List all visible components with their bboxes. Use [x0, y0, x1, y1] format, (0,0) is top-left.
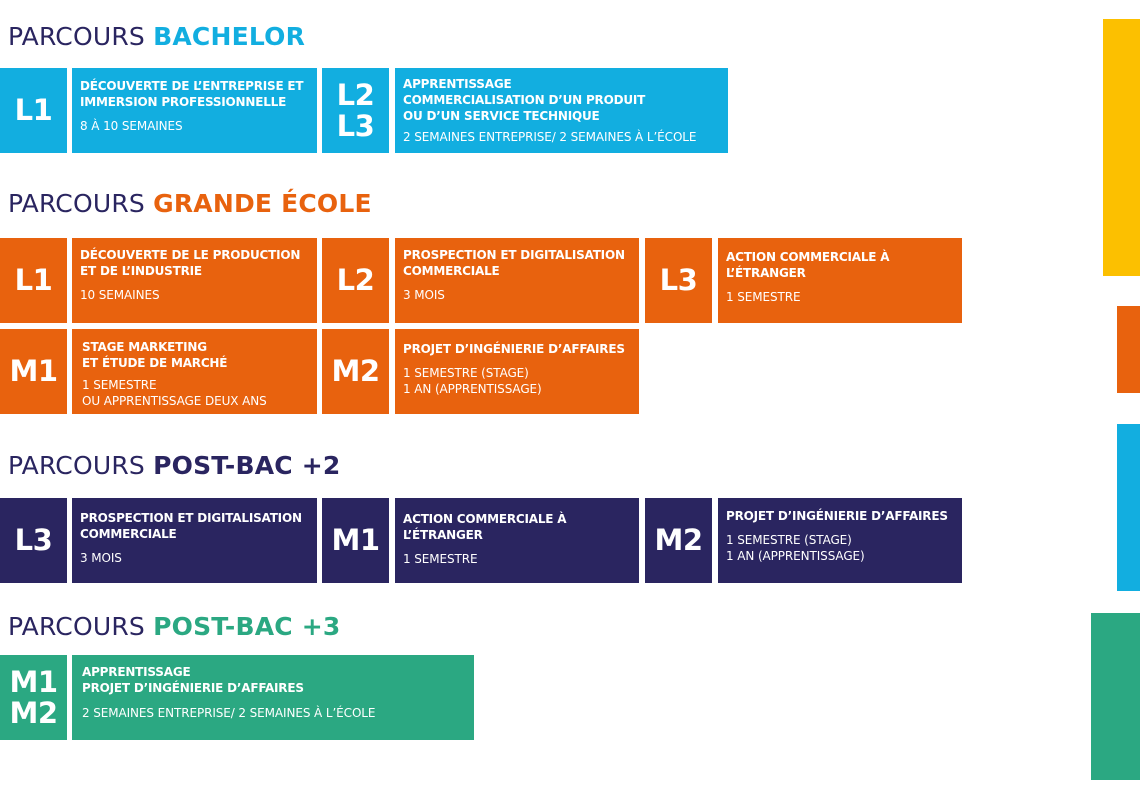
section-title-grande-ecole [8, 189, 372, 219]
section-title-accent: POST-BAC +3 [153, 612, 341, 641]
stage-duration: 8 À 10 SEMAINES [80, 119, 183, 133]
stage-heading: APPRENTISSAGE PROJET D’INGÉNIERIE D’AFFAIRES [82, 665, 304, 695]
level-label: L1 [14, 263, 53, 297]
stage-heading: PROJET D’INGÉNIERIE D’AFFAIRES [403, 342, 625, 356]
stage-heading: STAGE MARKETING ET ÉTUDE DE MARCHÉ [82, 340, 228, 370]
section-title-post-bac-2 [8, 451, 340, 481]
stage-heading: PROSPECTION ET DIGITALISATION COMMERCIALE [80, 511, 302, 541]
stage-card-grande-ecole-4 [72, 329, 317, 414]
stage-heading: DÉCOUVERTE DE L’ENTREPRISE ET IMMERSION PROFESSIONNELLE [80, 79, 304, 109]
level-badge-grande-ecole-l3 [645, 238, 712, 323]
level-badge-grande-ecole-m1 [0, 329, 67, 414]
section-title-bachelor [8, 22, 305, 52]
level-label: L3 [14, 523, 53, 557]
level-badge-post-bac-2-l3 [0, 498, 67, 583]
stage-card-post-bac-2-3 [718, 498, 962, 583]
level-badge-grande-ecole-l1 [0, 238, 67, 323]
stage-card-post-bac-3-1 [72, 655, 474, 740]
stage-duration: 1 SEMESTRE (STAGE) 1 AN (APPRENTISSAGE) [726, 533, 865, 563]
level-badge-bachelor-l1 [0, 68, 67, 153]
level-badge-grande-ecole-l2 [322, 238, 389, 323]
stage-heading: DÉCOUVERTE DE LE PRODUCTION ET DE L’INDUSTRIE [80, 248, 301, 278]
level-label: M2 [331, 354, 380, 388]
section-title-prefix: PARCOURS [8, 612, 154, 641]
level-label: L1 [14, 93, 53, 127]
side-bar-yellow [1103, 19, 1140, 276]
level-label: L2 [336, 263, 375, 297]
section-title-post-bac-3 [8, 612, 340, 642]
level-label: L3 [336, 108, 375, 143]
stage-card-grande-ecole-3 [718, 238, 962, 323]
level-badge-post-bac-3-m1-m2 [0, 655, 67, 740]
section-title-accent: BACHELOR [153, 22, 306, 51]
stage-duration: 1 SEMESTRE (STAGE) 1 AN (APPRENTISSAGE) [403, 366, 542, 396]
side-bar-orange [1117, 306, 1140, 393]
level-label: L3 [659, 263, 698, 297]
stage-card-grande-ecole-1 [72, 238, 317, 323]
level-label: M2 [9, 695, 58, 730]
level-label: M2 [654, 523, 703, 557]
side-bar-green [1091, 613, 1140, 780]
stage-heading: PROSPECTION ET DIGITALISATION COMMERCIALE [403, 248, 625, 278]
section-title-prefix: PARCOURS [8, 451, 154, 480]
stage-heading: APPRENTISSAGE COMMERCIALISATION D’UN PRODUIT OU D’UN SERVICE TECHNIQUE [403, 77, 646, 123]
stage-card-grande-ecole-5 [395, 329, 639, 414]
level-badge-post-bac-2-m2 [645, 498, 712, 583]
stage-duration: 1 SEMESTRE OU APPRENTISSAGE DEUX ANS [82, 378, 267, 408]
level-label: M1 [9, 664, 58, 699]
stage-duration: 2 SEMAINES ENTREPRISE/ 2 SEMAINES À L’ÉCOLE [82, 706, 376, 720]
section-title-accent: GRANDE ÉCOLE [153, 189, 372, 218]
stage-card-post-bac-2-2 [395, 498, 639, 583]
stage-heading: ACTION COMMERCIALE À L’ÉTRANGER [403, 512, 567, 542]
stage-duration: 1 SEMESTRE [726, 290, 801, 304]
level-label: M1 [9, 354, 58, 388]
section-title-accent: POST-BAC +2 [153, 451, 341, 480]
stage-duration: 3 MOIS [80, 551, 122, 565]
stage-card-post-bac-2-1 [72, 498, 317, 583]
stage-duration: 10 SEMAINES [80, 288, 160, 302]
side-bar-blue [1117, 424, 1140, 591]
stage-duration: 3 MOIS [403, 288, 445, 302]
level-badge-post-bac-2-m1 [322, 498, 389, 583]
section-title-prefix: PARCOURS [8, 189, 154, 218]
stage-card-grande-ecole-2 [395, 238, 639, 323]
stage-card-bachelor-1 [72, 68, 317, 153]
level-badge-grande-ecole-m2 [322, 329, 389, 414]
stage-heading: PROJET D’INGÉNIERIE D’AFFAIRES [726, 509, 948, 523]
level-badge-bachelor-l2-l3 [322, 68, 389, 153]
stage-heading: ACTION COMMERCIALE À L’ÉTRANGER [726, 250, 890, 280]
stage-card-bachelor-2 [395, 68, 728, 153]
stage-duration: 2 SEMAINES ENTREPRISE/ 2 SEMAINES À L’ÉCOLE [403, 130, 697, 144]
section-title-prefix: PARCOURS [8, 22, 154, 51]
level-label: M1 [331, 523, 380, 557]
level-label: L2 [336, 77, 375, 112]
stage-duration: 1 SEMESTRE [403, 552, 478, 566]
